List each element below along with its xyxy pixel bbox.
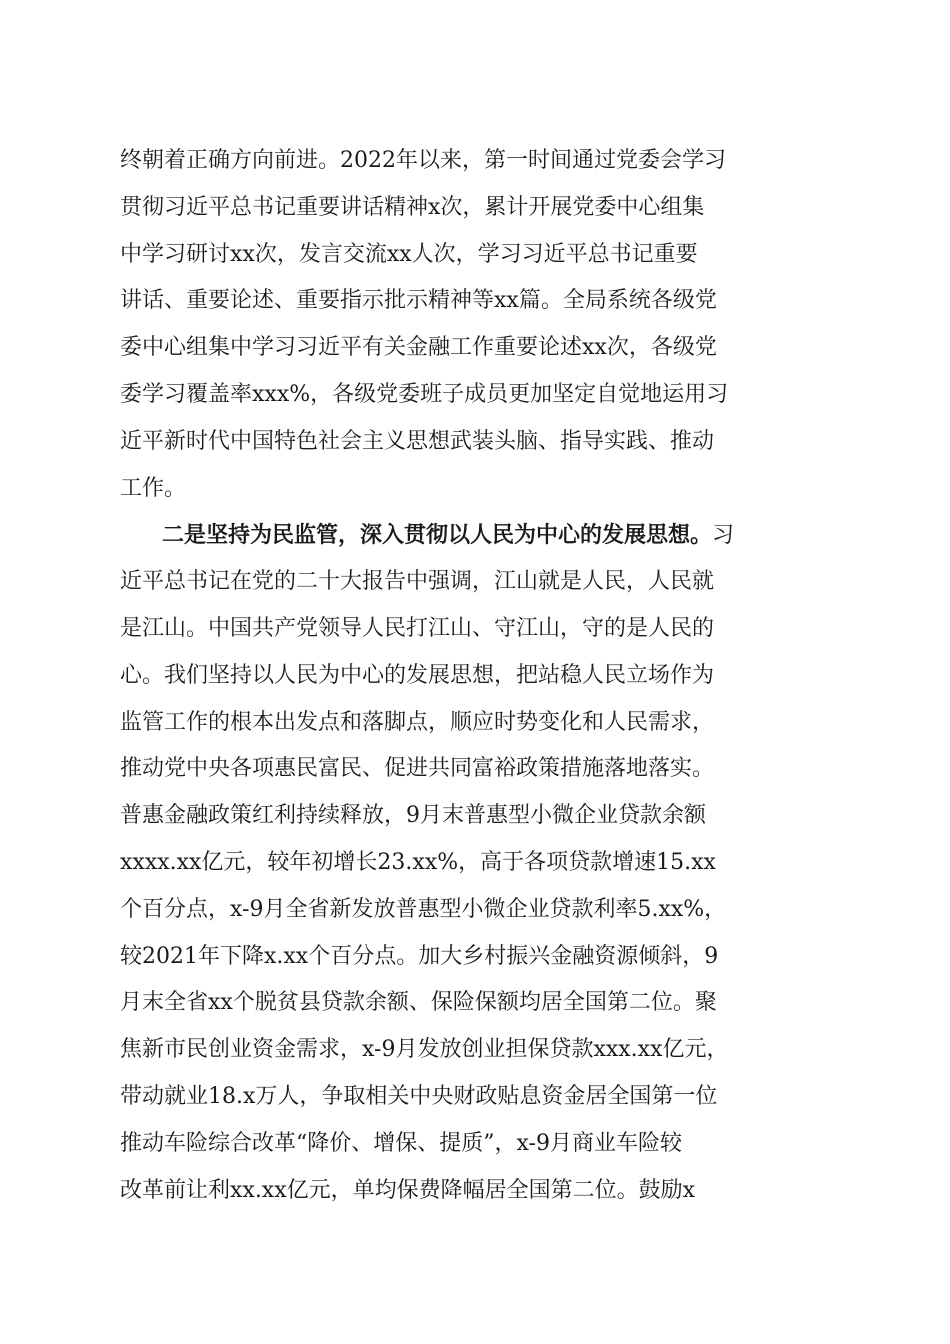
text-line: 普惠金融政策红利持续释放，9月末普惠型小微企业贷款余额 [120, 803, 706, 829]
heading-tail: 习 [712, 523, 735, 549]
text-line: 委学习覆盖率xxx%，各级党委班子成员更加坚定自觉地运用习 [120, 381, 729, 407]
body-text [120, 138, 835, 1214]
text-line: 心。我们坚持以人民为中心的发展思想，把站稳人民立场作为 [120, 662, 715, 688]
text-line: 贯彻习近平总书记重要讲话精神x次，累计开展党委中心组集 [120, 194, 705, 220]
paragraph-2 [120, 512, 835, 1214]
text-line: 推动党中央各项惠民富民、促进共同富裕政策措施落地落实。 [120, 756, 715, 782]
text-line: xxxx.xx亿元，较年初增长23.xx%，高于各项贷款增速15.xx [120, 849, 716, 875]
text-line: 近平总书记在党的二十大报告中强调，江山就是人民，人民就 [120, 569, 715, 595]
text-line: 终朝着正确方向前进。2022年以来，第一时间通过党委会学习 [120, 148, 726, 173]
text-line: 是江山。中国共产党领导人民打江山、守江山，守的是人民的 [120, 615, 715, 641]
text-line: 委中心组集中学习习近平有关金融工作重要论述xx次，各级党 [120, 335, 717, 361]
paragraph-1 [120, 138, 835, 512]
text-line: 较2021年下降x.xx个百分点。加大乡村振兴金融资源倾斜，9 [120, 943, 719, 969]
text-line: 带动就业18.x万人，争取相关中央财政贴息资金居全国第一位 [120, 1083, 718, 1109]
text-line: 中学习研讨xx次，发言交流xx人次，学习习近平总书记重要 [120, 241, 698, 267]
paragraph-heading-line [120, 512, 835, 559]
text-line: 近平新时代中国特色社会主义思想武装头脑、指导实践、推动 [120, 428, 715, 454]
text-line: 改革前让利xx.xx亿元，单均保费降幅居全国第二位。鼓励x [120, 1177, 696, 1203]
text-line: 焦新市民创业资金需求，x-9月发放创业担保贷款xxx.xx亿元， [120, 1037, 729, 1063]
text-line: 监管工作的根本出发点和落脚点，顺应时势变化和人民需求， [120, 709, 715, 735]
text-line: 工作。 [120, 475, 187, 501]
text-line: 个百分点，x-9月全省新发放普惠型小微企业贷款利率5.xx%， [120, 896, 727, 922]
paragraph-heading: 二是坚持为民监管，深入贯彻以人民为中心的发展思想。 [162, 522, 713, 549]
text-line: 月末全省xx个脱贫县贷款余额、保险保额均居全国第二位。聚 [120, 990, 717, 1016]
text-line: 讲话、重要论述、重要指示批示精神等xx篇。全局系统各级党 [120, 288, 717, 314]
text-line: 推动车险综合改革“降价、增保、提质”，x-9月商业车险较 [120, 1130, 682, 1156]
